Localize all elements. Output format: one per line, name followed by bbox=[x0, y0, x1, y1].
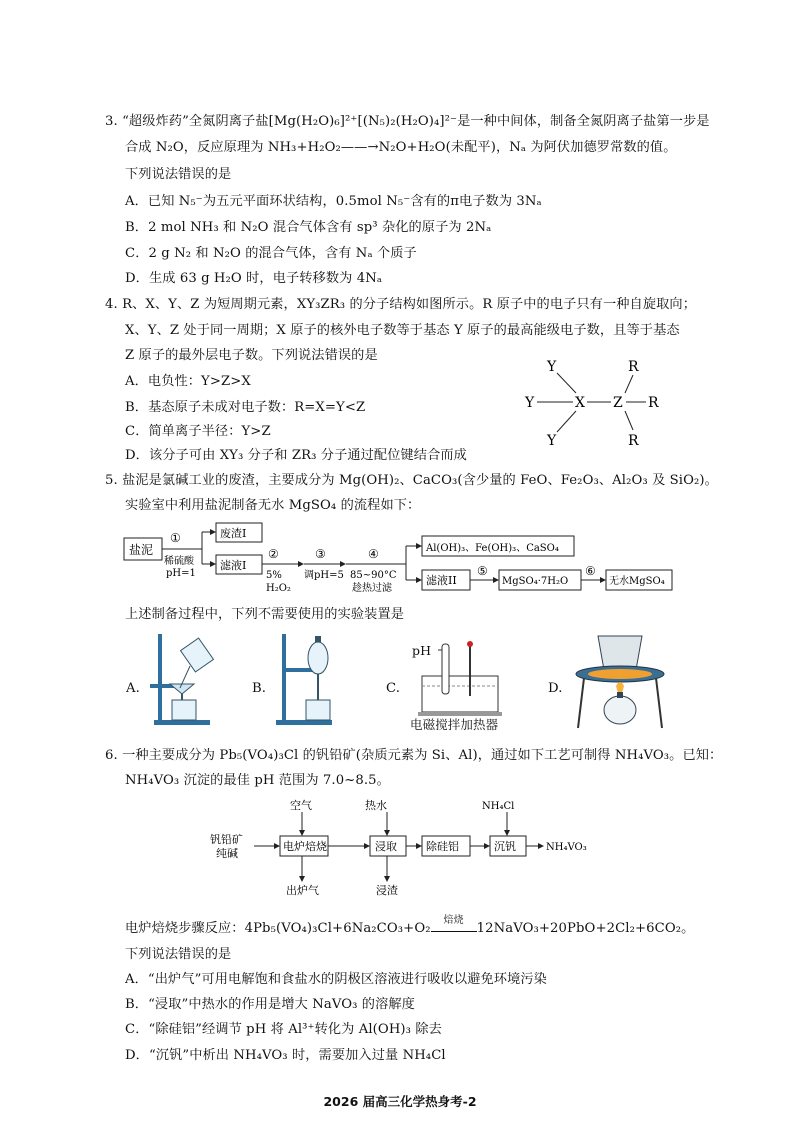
flow6-leach-label: 浸取 bbox=[375, 840, 397, 853]
apparatus-c-stirrer-label: 电磁搅拌加热器 bbox=[410, 717, 499, 732]
flow6-air: 空气 bbox=[290, 799, 312, 812]
flow-start-label: 盐泥 bbox=[129, 543, 154, 557]
flow-crystal-label: MgSO₄·7H₂O bbox=[502, 576, 569, 587]
reaction-products: 12NaVO₃+20PbO+2Cl₂+6CO₂。 bbox=[476, 921, 695, 936]
q6-option-b: B．“浸取”中热水的作用是增大 NaVO₃ 的溶解度 bbox=[125, 997, 415, 1012]
reaction-condition: 焙烧 bbox=[443, 915, 464, 926]
atom-z: Z bbox=[613, 395, 623, 411]
flow-step1-reagent: 稀硫酸 bbox=[164, 556, 194, 567]
flow-step2-conc: 5% bbox=[266, 570, 282, 581]
q6-question: 下列说法错误的是 bbox=[125, 947, 232, 962]
flow6-input-ore: 钒铅矿 bbox=[210, 833, 243, 846]
flow-step4-temp: 85~90°C bbox=[350, 570, 397, 581]
flow-step3-label: 调pH=5 bbox=[304, 570, 344, 581]
apparatus-d-label: D. bbox=[548, 681, 563, 696]
q4-option-b: B．基态原子未成对电子数：R=X=Y<Z bbox=[125, 400, 366, 415]
flow-filtrate2-label: 滤液II bbox=[426, 574, 457, 587]
q3-option-a: A．已知 N₅⁻为五元平面环状结构，0.5mol N₅⁻含有的π电子数为 3Nₐ bbox=[125, 194, 542, 209]
apparatus-a-label: A. bbox=[126, 681, 140, 696]
bond-x-y-bottom bbox=[557, 411, 576, 432]
q4-option-a: A．电负性：Y>Z>X bbox=[125, 374, 251, 389]
q6-stem-line-1: 6. 一种主要成分为 Pb₅(VO₄)₃Cl 的钒铅矿(杂质元素为 Si、Al)，通过如下工艺可制得 NH₄VO₃。已知： bbox=[105, 748, 723, 763]
q4-stem-line-1: 4. R、X、Y、Z 为短周期元素，XY₃ZR₃ 的分子结构如图所示。R 原子中的电子只有一种自旋取向； bbox=[105, 297, 696, 312]
flow-step2-reagent: H₂O₂ bbox=[266, 583, 291, 594]
flow6-product: NH₄VO₃ bbox=[546, 842, 587, 853]
q3-stem-line-1: 3. “超级炸药”全氮阴离子盐[Mg(H₂O)₆]²⁺[(N₅)₂(H₂O)₄]²⁻是一种中间体，制备全氮阴离子盐第一步是 bbox=[105, 114, 710, 129]
atom-r-bottom: R bbox=[628, 433, 639, 449]
q4-option-d: D．该分子可由 XY₃ 分子和 ZR₃ 分子通过配位键结合而成 bbox=[125, 448, 467, 463]
q4-molecule-structure bbox=[520, 355, 670, 455]
flow6-gas: 出炉气 bbox=[286, 884, 319, 897]
flow6-desi-label: 除硅铝 bbox=[426, 840, 459, 853]
q5-stem-line-2: 实验室中利用盐泥制备无水 MgSO₄ 的流程如下： bbox=[125, 498, 421, 513]
page-footer: 2026 届高三化学热身考-2 bbox=[323, 1094, 477, 1109]
flow6-nh4cl: NH₄Cl bbox=[482, 801, 515, 812]
flow-step4-op: 趁热过滤 bbox=[352, 583, 392, 594]
flow-step3-num: ③ bbox=[315, 547, 326, 561]
flow-step1-num: ① bbox=[170, 531, 181, 545]
q4-stem-line-2: X、Y、Z 处于同一周期；X 原子的核外电子数等于基态 Y 原子的最高能级电子数，且等于基态 bbox=[125, 323, 680, 338]
q6-reaction-equation bbox=[125, 915, 695, 938]
q3-option-d: D．生成 63 g H₂O 时，电子转移数为 4Nₐ bbox=[125, 271, 383, 286]
q3-option-c: C．2 g N₂ 和 N₂O 的混合气体，含有 Nₐ 个质子 bbox=[125, 246, 417, 261]
q6-option-d: D．“沉钒”中析出 NH₄VO₃ 时，需要加入过量 NH₄Cl bbox=[125, 1048, 446, 1063]
q6-flowchart bbox=[210, 796, 610, 908]
bond-z-r-bottom bbox=[625, 411, 633, 430]
atom-y-top: Y bbox=[547, 359, 557, 375]
flow6-furnace-label: 电炉焙烧 bbox=[283, 840, 327, 853]
q6-option-c: C．“除硅铝”经调节 pH 将 Al³⁺转化为 Al(OH)₃ 除去 bbox=[125, 1022, 442, 1037]
flow6-residue: 浸渣 bbox=[376, 884, 398, 897]
flow-filtrate1-label: 滤液I bbox=[220, 559, 247, 572]
flow-step1-ph: pH=1 bbox=[166, 568, 196, 579]
q3-stem-line-2: 合成 N₂O，反应原理为 NH₃+H₂O₂——→N₂O+H₂O(未配平)，Nₐ 为阿伏加德罗常数的值。 bbox=[125, 140, 677, 155]
q3-option-b: B．2 mol NH₃ 和 N₂O 混合气体含有 sp³ 杂化的原子为 2Nₐ bbox=[125, 220, 492, 235]
flow6-hot-water: 热水 bbox=[365, 799, 387, 812]
q4-option-c: C．简单离子半径：Y>Z bbox=[125, 424, 271, 439]
apparatus-d-evaporating-image bbox=[572, 630, 668, 730]
q6-stem-line-2: NH₄VO₃ 沉淀的最佳 pH 范围为 7.0~8.5。 bbox=[125, 773, 390, 788]
flow-step4-num: ④ bbox=[368, 547, 379, 561]
flow-step6-num: ⑥ bbox=[585, 564, 596, 578]
apparatus-c-ph-meter-image bbox=[414, 640, 510, 716]
q5-question: 上述制备过程中，下列不需要使用的实验装置是 bbox=[125, 607, 405, 622]
reaction-reactants: 电炉焙烧步骤反应：4Pb₅(VO₄)₃Cl+6Na₂CO₃+O₂ bbox=[125, 921, 431, 936]
flow6-precip-label: 沉钒 bbox=[494, 840, 516, 853]
atom-r-right: R bbox=[648, 395, 659, 411]
bond-z-r-top bbox=[625, 375, 633, 393]
apparatus-c-ph-label: pH bbox=[412, 643, 432, 658]
flow-precipitate-label: Al(OH)₃、Fe(OH)₃、CaSO₄ bbox=[426, 543, 559, 554]
flow-product-label: 无水MgSO₄ bbox=[609, 576, 665, 587]
apparatus-b-separatory-funnel-image bbox=[268, 628, 358, 728]
q5-stem-line-1: 5. 盐泥是氯碱工业的废渣，主要成分为 Mg(OH)₂、CaCO₃(含少量的 FeO、Fe₂O₃、Al₂O₃ 及 SiO₂)。 bbox=[105, 473, 718, 488]
reaction-arrow bbox=[431, 915, 477, 932]
atom-y-left: Y bbox=[525, 395, 535, 411]
atom-r-top: R bbox=[628, 359, 639, 375]
flow-step2-num: ② bbox=[268, 547, 279, 561]
flow-step5-num: ⑤ bbox=[477, 564, 488, 578]
apparatus-a-filtration-image bbox=[140, 628, 230, 728]
flow6-input-soda: 纯碱 bbox=[216, 847, 238, 860]
flow-waste1-label: 废渣I bbox=[220, 527, 247, 540]
apparatus-b-label: B. bbox=[252, 681, 267, 696]
q5-flowchart bbox=[120, 520, 680, 610]
q4-stem-line-3: Z 原子的最外层电子数。下列说法错误的是 bbox=[125, 348, 378, 363]
q3-stem-line-3: 下列说法错误的是 bbox=[125, 167, 232, 182]
atom-y-bottom: Y bbox=[547, 433, 557, 449]
apparatus-c-label: C. bbox=[386, 681, 401, 696]
atom-x: X bbox=[575, 395, 585, 411]
bond-x-y-top bbox=[557, 373, 576, 393]
q6-option-a: A．“出炉气”可用电解饱和食盐水的阴极区溶液进行吸收以避免环境污染 bbox=[125, 972, 547, 987]
